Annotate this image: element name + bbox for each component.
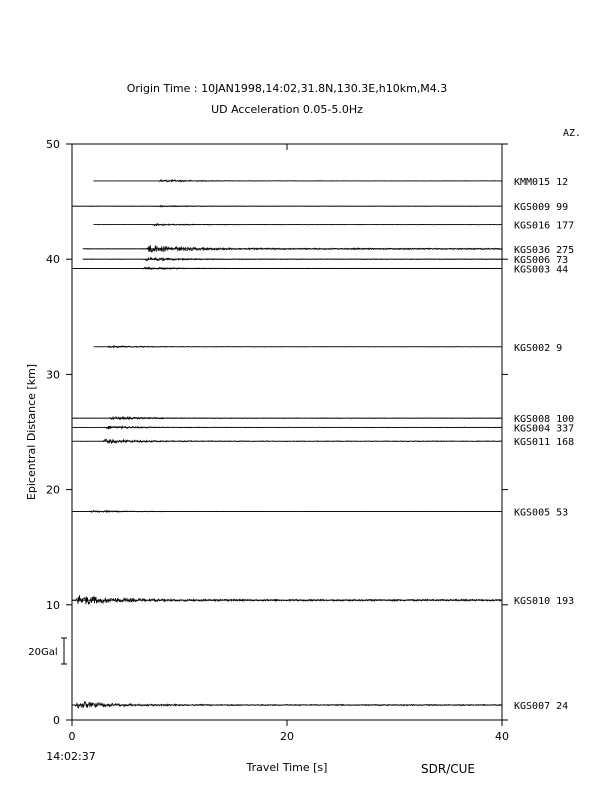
chart-subtitle: UD Acceleration 0.05-5.0Hz <box>211 103 363 116</box>
x-tick-label: 0 <box>68 730 76 743</box>
station-label: KGS011 168 <box>514 437 575 449</box>
station-label: KGS010 193 <box>514 596 575 608</box>
station-label: KGS006 73 <box>514 255 569 267</box>
y-tick-label: 20 <box>46 483 60 497</box>
station-label: KGS036 275 <box>514 244 575 256</box>
y-axis-label: Epicentral Distance [km] <box>25 363 38 501</box>
amplitude-scale-bar <box>28 638 67 664</box>
station-label: KGS004 337 <box>514 423 575 435</box>
y-tick-label: 40 <box>46 253 60 267</box>
station-label: KGS003 44 <box>514 264 569 276</box>
chart-title: Origin Time : 10JAN1998,14:02,31.8N,130.3E,h10km,M4.3 <box>126 82 448 95</box>
station-label: KGS016 177 <box>514 220 575 232</box>
station-label: KGS009 99 <box>514 202 569 214</box>
scale-bar-label: 20Gal <box>28 647 58 658</box>
traces-group <box>72 177 574 712</box>
x-axis-label: Travel Time [s] <box>246 761 328 774</box>
y-tick-label: 10 <box>46 598 60 612</box>
station-label: KGS007 24 <box>514 701 569 713</box>
x-tick-label: 20 <box>280 730 294 743</box>
x-tick-label: 40 <box>495 730 509 743</box>
plot-frame <box>72 144 502 720</box>
credit-label: SDR/CUE <box>421 762 475 776</box>
start-time-label: 14:02:37 <box>46 750 96 763</box>
station-label: KGS005 53 <box>514 507 569 519</box>
axis-ticks-group <box>46 138 509 743</box>
azimuth-header: AZ. <box>563 128 582 139</box>
station-label: KMM015 12 <box>514 176 569 188</box>
station-label: KGS008 100 <box>514 414 575 426</box>
y-tick-label: 30 <box>46 368 60 382</box>
y-tick-label: 50 <box>46 138 60 151</box>
station-label: KGS002 9 <box>514 342 563 354</box>
y-tick-label: 0 <box>53 714 60 727</box>
